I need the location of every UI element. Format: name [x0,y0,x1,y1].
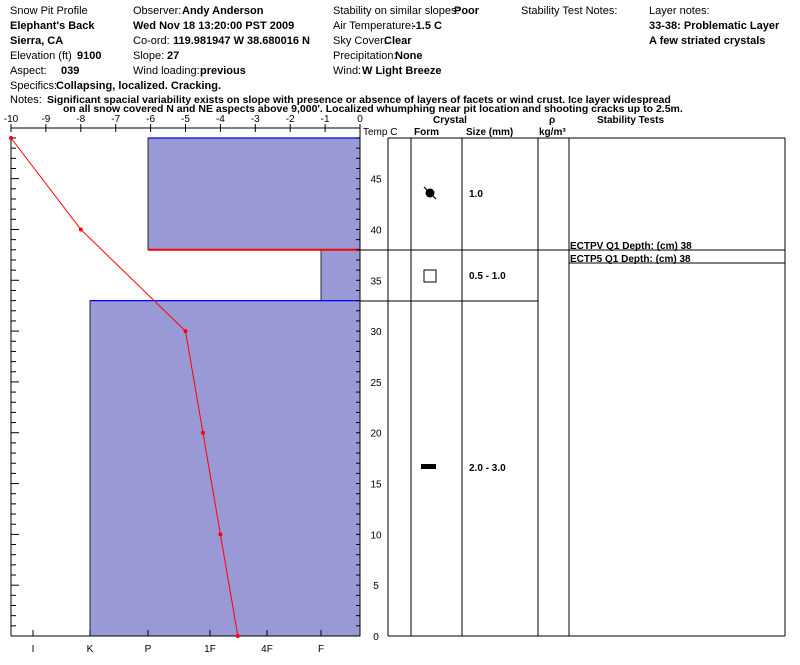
elevation-label: Elevation (ft) [10,50,72,62]
aspect-label: Aspect: [10,65,47,77]
layer-notes-2: A few striated crystals [649,35,766,47]
temp-tick-label: -8 [76,114,86,125]
stability-test-notes-label: Stability Test Notes: [521,5,618,17]
coord-label: Co-ord: [133,35,170,47]
stability-test-1: ECTPV Q1 Depth: (cm) 38 [570,241,692,252]
hardness-layer-3 [90,301,360,636]
hardness-tick-label: K [86,644,94,655]
notes-label: Notes: [10,94,42,106]
pit-profile-title: Snow Pit Profile [10,5,88,17]
pit-datetime: Wed Nov 18 13:20:00 PST 2009 [133,20,295,32]
aspect-value: 039 [61,65,80,77]
precip-value: None [395,50,423,62]
stability-value: Poor [454,5,480,17]
temp-tick-label: -10 [3,114,19,125]
temp-tick-label: -6 [146,114,156,125]
faceted-crystal-icon [424,270,436,282]
temp-axis-label: Temp C [363,127,398,138]
temperature-point [236,634,240,638]
depth-tick-label: 0 [373,632,379,643]
hardness-layer-1 [148,138,360,250]
temp-tick-label: 0 [357,114,363,125]
hardness-tick-label: P [144,644,152,655]
slope-label: Slope: [133,50,165,62]
layer-3-size: 2.0 - 3.0 [469,463,506,474]
depth-hoar-icon [421,464,436,469]
hardness-tick-label: I [31,644,35,655]
depth-tick-label: 45 [370,174,382,186]
hardness-tick-label: 1F [204,644,216,655]
temperature-point [184,329,188,333]
notes-line-1: Significant spacial variability exists on slope with presence or absence of layers of facets or wind crust. Ice layer widespread [47,94,671,106]
coord-value: 119.981947 W 38.680016 N [173,35,311,47]
temperature-point [218,532,222,536]
region: Sierra, CA [10,35,64,47]
temp-tick-label: -4 [215,114,225,125]
precip-label: Precipitation: [333,50,397,62]
layer-1-size: 1.0 [469,189,483,200]
temperature-point [201,431,205,435]
form-header: Form [414,127,439,138]
location-name: Elephant's Back [10,20,95,32]
size-header: Size (mm) [466,127,514,138]
temp-tick-label: -2 [285,114,295,125]
sky-value: Clear [384,35,412,47]
specifics-value: Collapsing, localized. Cracking. [56,80,222,92]
wind-loading-value: previous [200,65,246,77]
temp-tick-label: -3 [250,114,260,125]
depth-tick-label: 10 [370,530,382,542]
depth-tick-label: 5 [373,581,379,593]
air-temp-label: Air Temperature: [333,20,415,32]
temp-tick-label: -7 [111,114,121,125]
precipitation-particle-icon [424,187,436,199]
temperature-point [79,227,83,231]
air-temp-value: -1.5 C [412,20,442,32]
observer-value: Andy Anderson [182,5,264,17]
sky-label: Sky Cover: [333,35,387,47]
specifics-label: Specifics: [10,80,58,92]
notes-line-2: on all snow covered N and NE aspects above 9,000'. Localized whumphing near pit location and shooting cracks up to 2.5m. [63,103,683,115]
layer-notes-label: Layer notes: [649,5,710,17]
wind-label: Wind: [333,65,362,77]
temp-tick-label: -5 [181,114,190,125]
layer-notes-1: 33-38: Problematic Layer [649,20,780,32]
layer-2-size: 0.5 - 1.0 [469,271,506,282]
wind-loading-label: Wind loading: [133,65,200,77]
temp-tick-label: -1 [320,114,330,125]
hardness-layer-2 [321,250,360,301]
density-unit-header: kg/m³ [539,127,566,138]
observer-label: Observer: [133,5,182,17]
depth-tick-label: 25 [370,377,382,389]
slope-value: 27 [167,50,180,62]
depth-tick-label: 30 [370,327,382,339]
depth-tick-label: 15 [370,479,382,491]
temperature-point [9,136,13,140]
depth-tick-label: 40 [370,225,382,237]
stability-label: Stability on similar slopes: [333,5,460,17]
temp-tick-label: -9 [41,114,51,125]
hardness-tick-label: 4F [261,644,273,655]
hardness-tick-label: F [317,644,325,655]
stability-tests-header: Stability Tests [597,115,665,126]
stability-test-2: ECTP5 Q1 Depth: (cm) 38 [570,254,691,265]
depth-tick-label: 35 [370,276,382,288]
wind-value: W Light Breeze [362,65,442,77]
elevation-value: 9100 [77,50,102,62]
depth-tick-label: 20 [370,428,382,440]
rho-header: ρ [549,115,556,126]
crystal-header: Crystal [433,115,467,126]
